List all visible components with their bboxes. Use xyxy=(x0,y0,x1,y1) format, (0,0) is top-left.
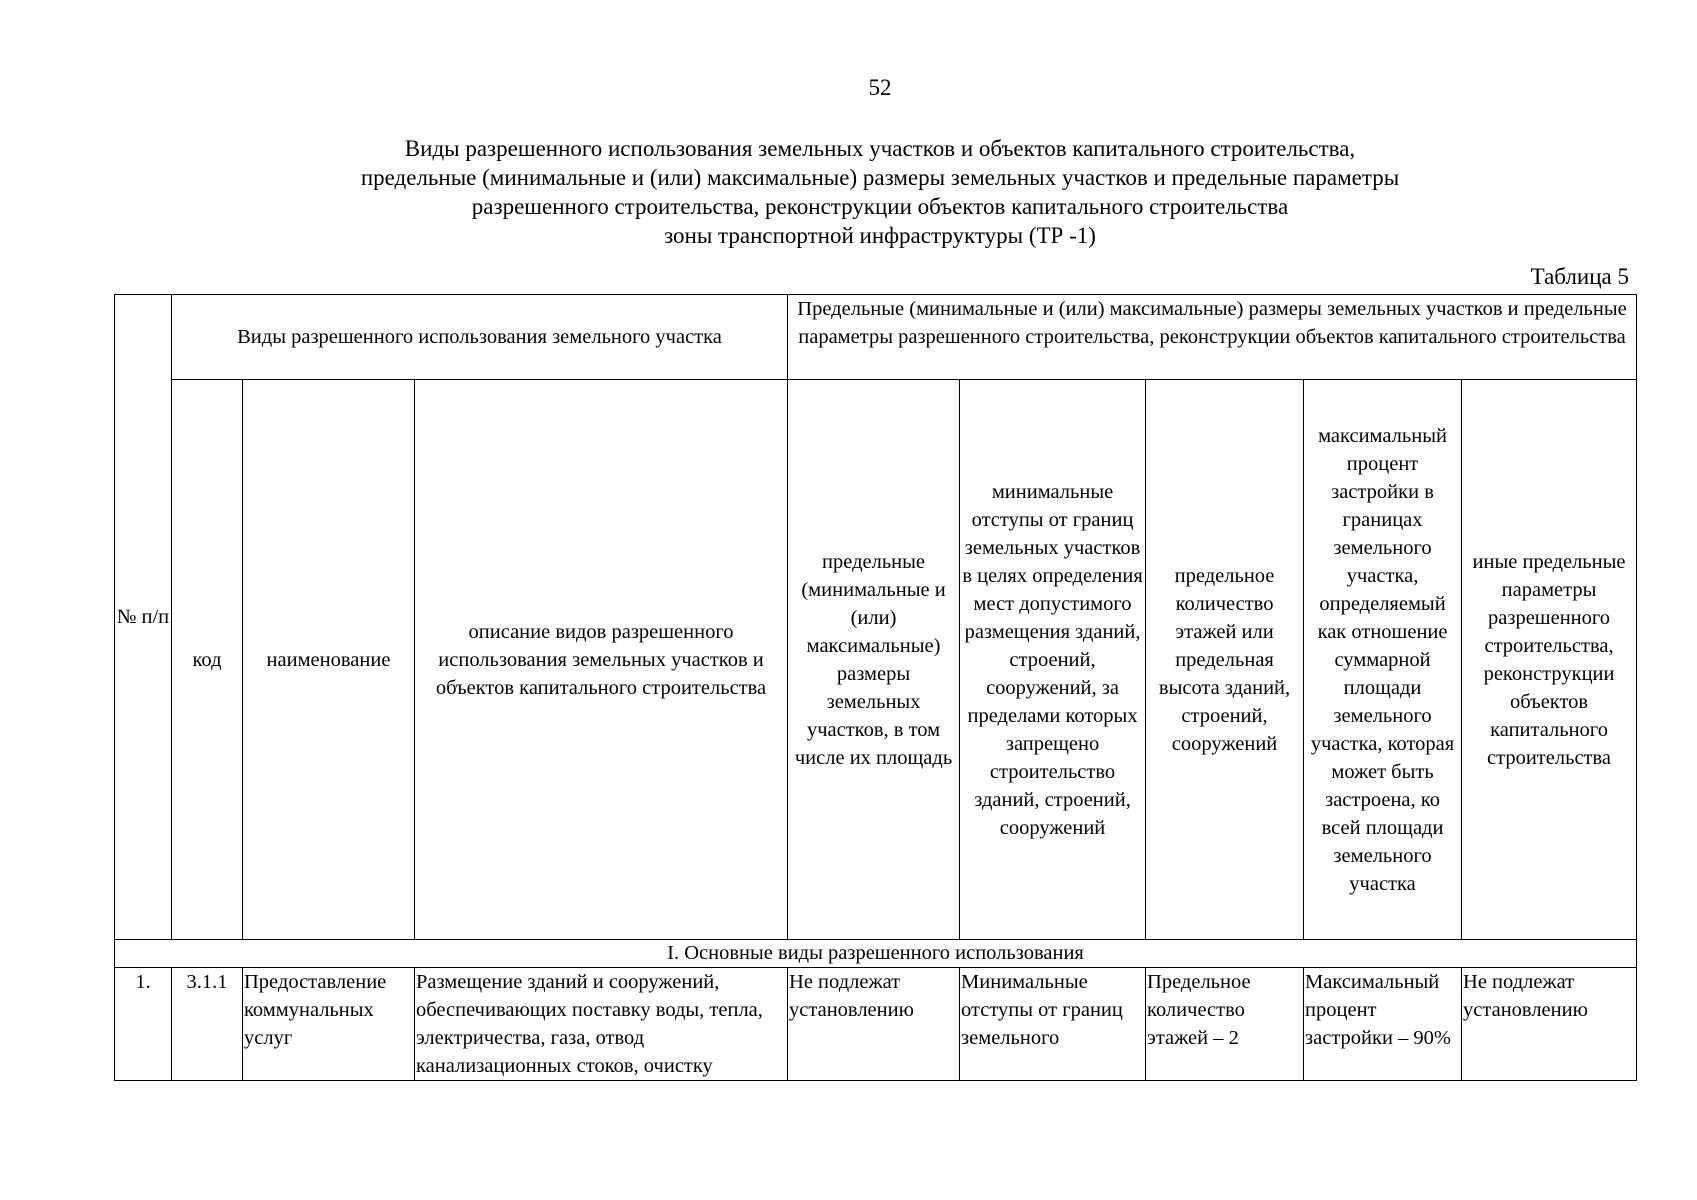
header-group-params: Предельные (минимальные и (или) максимальные) размеры земельных участков и предельные параметры разрешенного строительства, реконструкции объектов капитального строительства xyxy=(788,295,1637,380)
page-number: 52 xyxy=(868,75,892,100)
land-use-table xyxy=(114,294,1637,1081)
document-title xyxy=(0,134,1697,250)
header-floors: предельное количество этажей или предельная высота зданий, строений, сооружений xyxy=(1146,380,1304,940)
header-setbacks: минимальные отступы от границ земельных участков в целях определения мест допустимого размещения зданий, строений, сооружений, за пределами которых запрещено строительство зданий, строений, сооружений xyxy=(960,380,1146,940)
header-description: описание видов разрешенного использования земельных участков и объектов капитального строительства xyxy=(415,380,788,940)
cell-other: Не подлежат установлению xyxy=(1462,968,1637,1081)
cell-name: Предоставление коммунальных услуг xyxy=(243,968,415,1081)
header-coverage: максимальный процент застройки в границах земельного участка, определяемый как отношение суммарной площади земельного участка, которая может быть застроена, ко всей площади земельного участка xyxy=(1304,380,1462,940)
header-group-row xyxy=(115,295,1637,380)
cell-plot-size: Не подлежат установлению xyxy=(788,968,960,1081)
cell-coverage: Максимальный процент застройки – 90% xyxy=(1304,968,1462,1081)
header-num: № п/п xyxy=(115,295,172,940)
header-code: код xyxy=(172,380,243,940)
cell-code: 3.1.1 xyxy=(172,968,243,1081)
header-other: иные предельные параметры разрешенного строительства, реконструкции объектов капитального строительства xyxy=(1462,380,1637,940)
cell-description: Размещение зданий и сооружений, обеспечивающих поставку воды, тепла, электричества, газа, отвод канализационных стоков, очистку xyxy=(415,968,788,1081)
section-row xyxy=(115,940,1637,968)
header-columns-row xyxy=(115,380,1637,940)
header-plot-size: предельные (минимальные и (или) максимальные) размеры земельных участков, в том числе их площадь xyxy=(788,380,960,940)
section-title: I. Основные виды разрешенного использования xyxy=(115,940,1637,968)
title-line-1: Виды разрешенного использования земельных участков и объектов капитального строительства, xyxy=(404,136,1356,161)
cell-num: 1. xyxy=(115,968,172,1081)
title-line-3: разрешенного строительства, реконструкции объектов капитального строительства xyxy=(471,194,1289,219)
title-line-2: предельные (минимальные и (или) максимальные) размеры земельных участков и предельные параметры xyxy=(360,165,1400,190)
table-row xyxy=(115,968,1637,1081)
cell-setbacks: Минимальные отступы от границ земельного xyxy=(960,968,1146,1081)
table-label: Таблица 5 xyxy=(1530,264,1629,289)
title-line-4: зоны транспортной инфраструктуры (ТР -1) xyxy=(664,223,1096,248)
header-group-uses: Виды разрешенного использования земельного участка xyxy=(172,295,788,380)
cell-floors: Предельное количество этажей – 2 xyxy=(1146,968,1304,1081)
header-name: наименование xyxy=(243,380,415,940)
